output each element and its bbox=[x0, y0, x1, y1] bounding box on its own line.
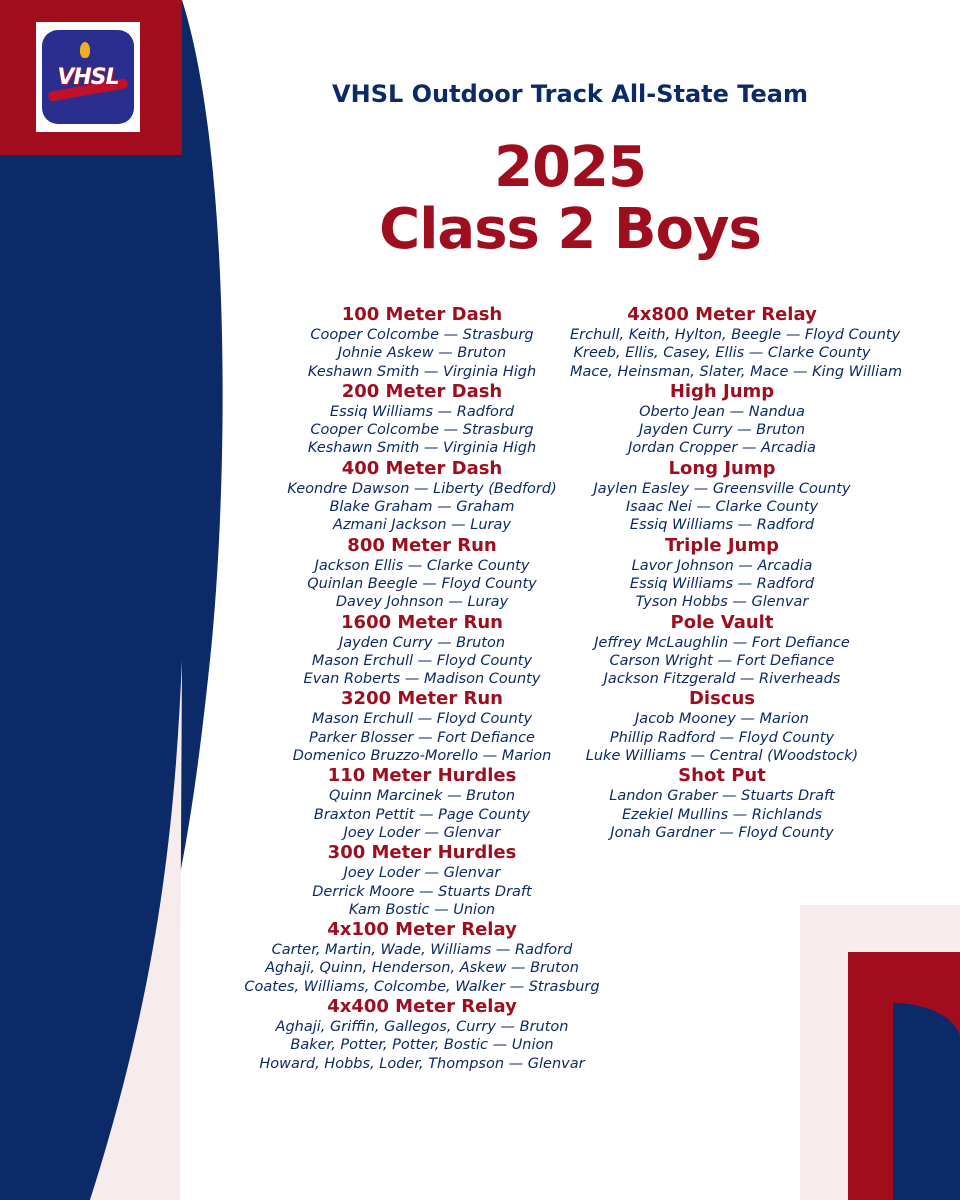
athlete-entry: Jordan Cropper — Arcadia bbox=[628, 440, 816, 457]
torch-flame-icon bbox=[80, 42, 90, 58]
athlete-entry: Parker Blosser — Fort Defiance bbox=[309, 729, 535, 746]
athlete-entry: Howard, Hobbs, Loder, Thompson — Glenvar bbox=[259, 1055, 585, 1072]
athlete-entry: Keshawn Smith — Virginia High bbox=[307, 363, 537, 380]
vhsl-logo bbox=[36, 22, 140, 132]
athlete-entry: Davey Johnson — Luray bbox=[335, 594, 509, 611]
athlete-entry: Jayden Curry — Bruton bbox=[338, 634, 506, 651]
athlete-entry: Azmani Jackson — Luray bbox=[333, 517, 511, 534]
athlete-entry: Isaac Nei — Clarke County bbox=[625, 499, 819, 516]
event-block-high-jump bbox=[570, 381, 874, 458]
athlete-entry: Braxton Pettit — Page County bbox=[313, 806, 531, 823]
logo-text: VHSL bbox=[57, 64, 119, 90]
athlete-entry: Carson Wright — Fort Defiance bbox=[609, 652, 835, 669]
athlete-entry: Jacob Mooney — Marion bbox=[635, 711, 809, 728]
athlete-entry: Jackson Fitzgerald — Riverheads bbox=[603, 671, 841, 688]
event-title: Shot Put bbox=[678, 765, 766, 787]
athlete-entry: Erchull, Keith, Hylton, Beegle — Floyd County bbox=[570, 327, 901, 343]
athlete-entry: Essiq Williams — Radford bbox=[329, 403, 515, 420]
athlete-entry: Joey Loder — Glenvar bbox=[343, 824, 501, 841]
athlete-entry: Quinn Marcinek — Bruton bbox=[328, 788, 516, 805]
event-block-4x800-meter-relay bbox=[570, 304, 903, 381]
athlete-entry: Ezekiel Mullins — Richlands bbox=[621, 806, 823, 823]
athlete-entry: Oberto Jean — Nandua bbox=[639, 403, 805, 420]
event-title: 110 Meter Hurdles bbox=[327, 765, 517, 787]
vhsl-logo-badge bbox=[42, 30, 134, 124]
athlete-entry: Coates, Williams, Colcombe, Walker — Strasburg bbox=[244, 978, 600, 995]
athlete-entry: Evan Roberts — Madison County bbox=[303, 671, 541, 688]
page-title: Class 2 Boys bbox=[379, 197, 761, 262]
athlete-entry: Baker, Potter, Potter, Bostic — Union bbox=[290, 1037, 554, 1054]
event-block-3200-meter-run bbox=[240, 688, 604, 765]
athlete-entry: Cooper Colcombe — Strasburg bbox=[310, 422, 534, 439]
athlete-entry: Domenico Bruzzo-Morello — Marion bbox=[292, 748, 552, 765]
athlete-entry: Jaylen Easley — Greensville County bbox=[593, 480, 851, 497]
event-block-triple-jump bbox=[570, 535, 874, 612]
athlete-entry: Derrick Moore — Stuarts Draft bbox=[312, 883, 532, 900]
athlete-entry: Jayden Curry — Bruton bbox=[638, 422, 806, 439]
event-block-400-meter-dash bbox=[240, 458, 604, 535]
athlete-entry: Essiq Williams — Radford bbox=[629, 517, 815, 534]
athlete-entry: Mace, Heinsman, Slater, Mace — King William bbox=[570, 363, 903, 380]
events-column-left bbox=[240, 304, 604, 1073]
event-title: 4x100 Meter Relay bbox=[327, 919, 517, 941]
athlete-entry: Jeffrey McLaughlin — Fort Defiance bbox=[594, 634, 850, 651]
athlete-entry: Aghaji, Quinn, Henderson, Askew — Bruton bbox=[265, 960, 579, 977]
athlete-entry: Blake Graham — Graham bbox=[329, 499, 515, 516]
athlete-entry: Keondre Dawson — Liberty (Bedford) bbox=[287, 480, 557, 497]
event-title: Triple Jump bbox=[664, 534, 780, 556]
event-block-shot-put bbox=[570, 765, 874, 842]
athlete-entry: Quinlan Beegle — Floyd County bbox=[307, 575, 537, 592]
event-title: High Jump bbox=[669, 380, 775, 402]
athlete-entry: Johnie Askew — Bruton bbox=[337, 345, 507, 362]
athlete-entry: Lavor Johnson — Arcadia bbox=[631, 557, 813, 574]
event-title: 1600 Meter Run bbox=[341, 611, 503, 633]
event-title: 3200 Meter Run bbox=[341, 688, 503, 710]
event-title: 4x800 Meter Relay bbox=[627, 304, 817, 325]
page-subtitle: VHSL Outdoor Track All-State Team bbox=[332, 80, 808, 108]
athlete-entry: Aghaji, Griffin, Gallegos, Curry — Bruton bbox=[275, 1019, 569, 1036]
event-title: Discus bbox=[688, 688, 756, 710]
event-block-800-meter-run bbox=[240, 535, 604, 612]
event-title: 200 Meter Dash bbox=[341, 380, 503, 402]
event-title: 300 Meter Hurdles bbox=[327, 842, 517, 864]
athlete-entry: Carter, Martin, Wade, Williams — Radford bbox=[271, 942, 573, 959]
athlete-entry: Essiq Williams — Radford bbox=[629, 575, 815, 592]
event-block-110-meter-hurdles bbox=[240, 765, 604, 842]
page-year: 2025 bbox=[494, 135, 646, 200]
event-title: 800 Meter Run bbox=[347, 534, 497, 556]
athlete-entry: Cooper Colcombe — Strasburg bbox=[310, 327, 534, 343]
athlete-entry: Mason Erchull — Floyd County bbox=[311, 652, 533, 669]
events-column-right bbox=[570, 304, 903, 842]
event-block-300-meter-hurdles bbox=[240, 842, 604, 919]
event-block-4x100-meter-relay bbox=[240, 919, 604, 996]
event-title: 100 Meter Dash bbox=[341, 304, 503, 325]
athlete-entry: Joey Loder — Glenvar bbox=[343, 865, 501, 882]
event-title: 4x400 Meter Relay bbox=[327, 996, 517, 1018]
event-block-200-meter-dash bbox=[240, 381, 604, 458]
athlete-entry: Kreeb, Ellis, Casey, Ellis — Clarke County bbox=[573, 345, 871, 362]
athlete-entry: Luke Williams — Central (Woodstock) bbox=[585, 748, 859, 765]
event-block-pole-vault bbox=[570, 612, 874, 689]
athlete-entry: Kam Bostic — Union bbox=[348, 901, 496, 918]
event-title: Pole Vault bbox=[670, 611, 774, 633]
event-block-discus bbox=[570, 688, 874, 765]
athlete-entry: Tyson Hobbs — Glenvar bbox=[635, 594, 809, 611]
athlete-entry: Jackson Ellis — Clarke County bbox=[314, 557, 530, 574]
event-block-100-meter-dash bbox=[240, 304, 604, 381]
athlete-entry: Landon Graber — Stuarts Draft bbox=[609, 788, 835, 805]
athlete-entry: Mason Erchull — Floyd County bbox=[311, 711, 533, 728]
event-title: Long Jump bbox=[668, 457, 776, 479]
event-title: 400 Meter Dash bbox=[341, 457, 503, 479]
event-block-1600-meter-run bbox=[240, 612, 604, 689]
athlete-entry: Jonah Gardner — Floyd County bbox=[610, 824, 834, 841]
event-block-long-jump bbox=[570, 458, 874, 535]
athlete-entry: Keshawn Smith — Virginia High bbox=[307, 440, 537, 457]
athlete-entry: Phillip Radford — Floyd County bbox=[609, 729, 835, 746]
event-block-4x400-meter-relay bbox=[240, 996, 604, 1073]
